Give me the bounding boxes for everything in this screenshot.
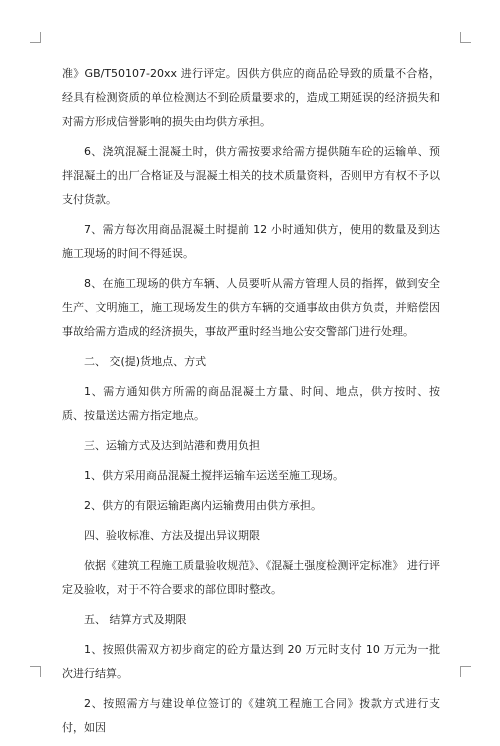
paragraph-transport-2: 2、供方的有限运输距离内运输费用由供方承担。: [84, 499, 322, 512]
paragraph-item-7: 7、需方每次用商品混凝土时提前 12 小时通知供方，使用的数量及到达施工现场的时间不得延误。: [62, 223, 440, 260]
corner-mark-top-left: [30, 32, 41, 43]
corner-mark-bottom-right: [460, 666, 471, 677]
section-heading-acceptance: 四、验收标准、方法及提出异议期限: [84, 529, 260, 542]
paragraph-transport-1: 1、供方采用商品混凝土搅拌运输车运送至施工现场。: [84, 469, 344, 482]
section-heading-delivery: 二、 交(提)货地点、方式: [84, 355, 207, 368]
section-heading-settlement: 五、 结算方式及期限: [84, 613, 187, 626]
paragraph-delivery-1: 1、需方通知供方所需的商品混凝土方量、时间、地点，供方按时、按质、按量送达需方指定地点。: [62, 385, 440, 422]
corner-mark-top-right: [460, 32, 471, 43]
paragraph-settlement-1: 1、按照供需双方初步商定的砼方量达到 20 万元时支付 10 万元为一批次进行结算。: [62, 643, 440, 680]
paragraph-settlement-2: 2、按照需方与建设单位签订的《建筑工程施工合同》拨款方式进行支付，如因: [62, 697, 440, 734]
paragraph-continuation: 准》GB/T50107-20xx 进行评定。因供方供应的商品砼导致的质量不合格，经具有检测资质的单位检测达不到砼质量要求的，造成工期延误的经济损失和对需方形成信誉影响的损失由均供方承担。: [62, 67, 440, 128]
document-body: [62, 62, 440, 746]
section-heading-transport: 三、运输方式及达到站港和费用负担: [84, 439, 260, 452]
paragraph-item-8: 8、在施工现场的供方车辆、人员要听从需方管理人员的指挥，做到安全生产、文明施工，施工现场发生的供方车辆的交通事故由供方负责，并赔偿因事故给需方造成的经济损失，事故严重时经当地公安交警部门进行处理。: [62, 277, 440, 338]
corner-mark-bottom-left: [30, 666, 41, 677]
paragraph-item-6: 6、浇筑混凝土混凝土时，供方需按要求给需方提供随车砼的运输单、预拌混凝土的出厂合格证及与混凝土相关的技术质量资料，否则甲方有权不予以支付货款。: [62, 145, 440, 206]
paragraph-acceptance: 依据《建筑工程施工质量验收规范》、《混凝土强度检测评定标准》 进行评定及验收，对于不符合要求的部位即时整改。: [62, 559, 440, 596]
